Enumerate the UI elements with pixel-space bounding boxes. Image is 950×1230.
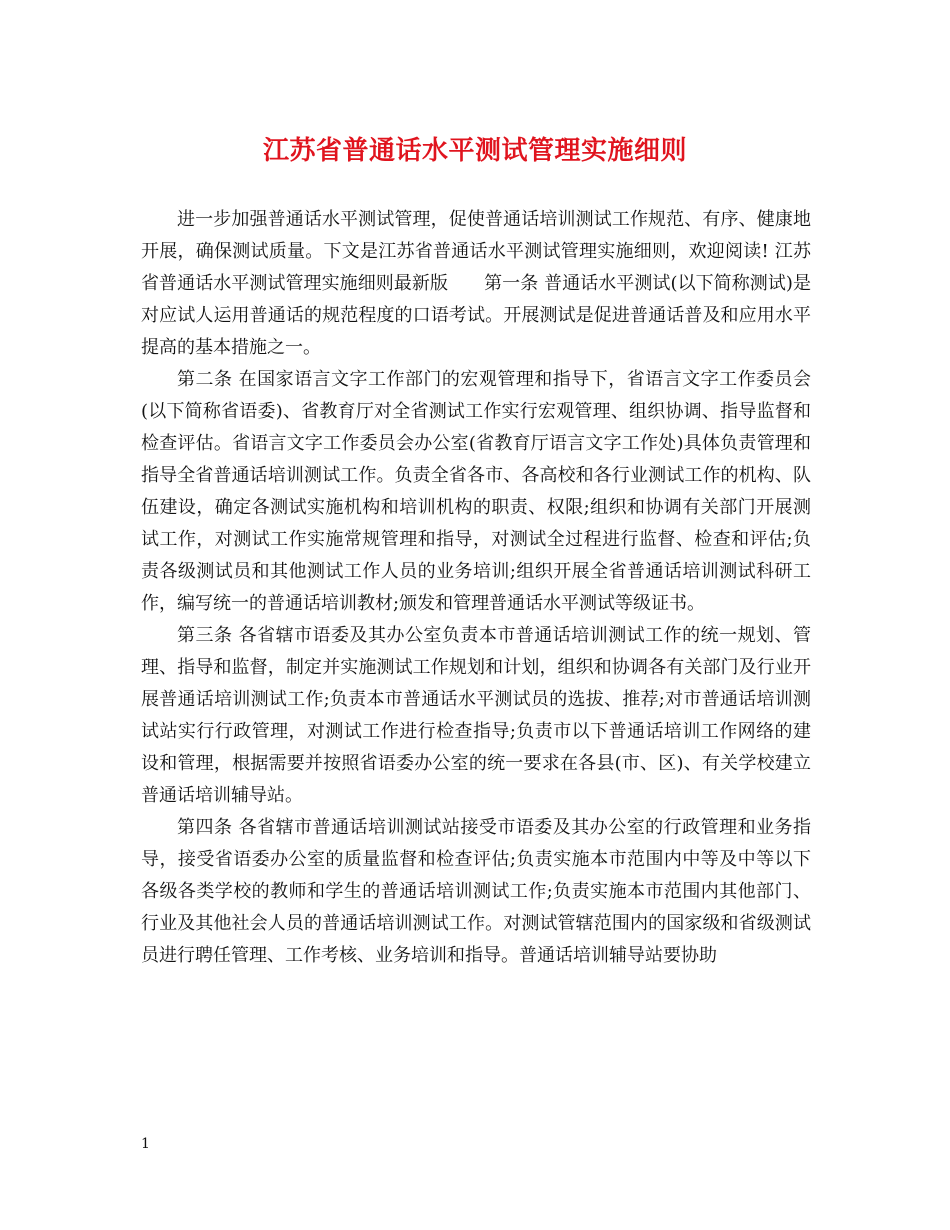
document-title: 江苏省普通话水平测试管理实施细则: [262, 136, 687, 166]
page-number: 1: [141, 1136, 150, 1152]
paragraph-intro: 进一步加强普通话水平测试管理，促使普通话培训测试工作规范、有序、健康地开展，确保测试质量。下文是江苏省普通话水平测试管理实施细则，欢迎阅读! 江苏省普通话水平测试管理实施细则最新版 第一条 普通话水平测试(以下简称测试)是对应试人运用普通话的规范程度的口语考试。开展测试是促进普通话普及和应用水平提高的基本措施之一。: [141, 209, 811, 358]
paragraph-article-4: 第四条 各省辖市普通话培训测试站接受市语委及其办公室的行政管理和业务指导，接受省语委办公室的质量监督和检查评估;负责实施本市范围内中等及中等以下各级各类学校的教师和学生的普通话培训测试工作;负责实施本市范围内其他部门、行业及其他社会人员的普通话培训测试工作。对测试管辖范围内的国家级和省级测试员进行聘任管理、工作考核、业务培训和指导。普通话培训辅导站要协助: [141, 817, 811, 966]
paragraph-article-2: 第二条 在国家语言文字工作部门的宏观管理和指导下，省语言文字工作委员会(以下简称省语委)、省教育厅对全省测试工作实行宏观管理、组织协调、指导监督和检查评估。省语言文字工作委员会办公室(省教育厅语言文字工作处)具体负责管理和指导全省普通话培训测试工作。负责全省各市、各高校和各行业测试工作的机构、队伍建设，确定各测试实施机构和培训机构的职责、权限;组织和协调有关部门开展测试工作，对测试工作实施常规管理和指导，对测试全过程进行监督、检查和评估;负责各级测试员和其他测试工作人员的业务培训;组织开展全省普通话培训测试科研工作，编写统一的普通话培训教材;颁发和管理普通话水平测试等级证书。: [141, 369, 811, 614]
paragraph-article-3: 第三条 各省辖市语委及其办公室负责本市普通话培训测试工作的统一规划、管理、指导和监督，制定并实施测试工作规划和计划，组织和协调各有关部门及行业开展普通话培训测试工作;负责本市普通话水平测试员的选拔、推荐;对市普通话培训测试站实行行政管理，对测试工作进行检查指导;负责市以下普通话培训工作网络的建设和管理，根据需要并按照省语委办公室的统一要求在各县(市、区)、有关学校建立普通话培训辅导站。: [141, 625, 811, 806]
document-body: [141, 204, 811, 972]
